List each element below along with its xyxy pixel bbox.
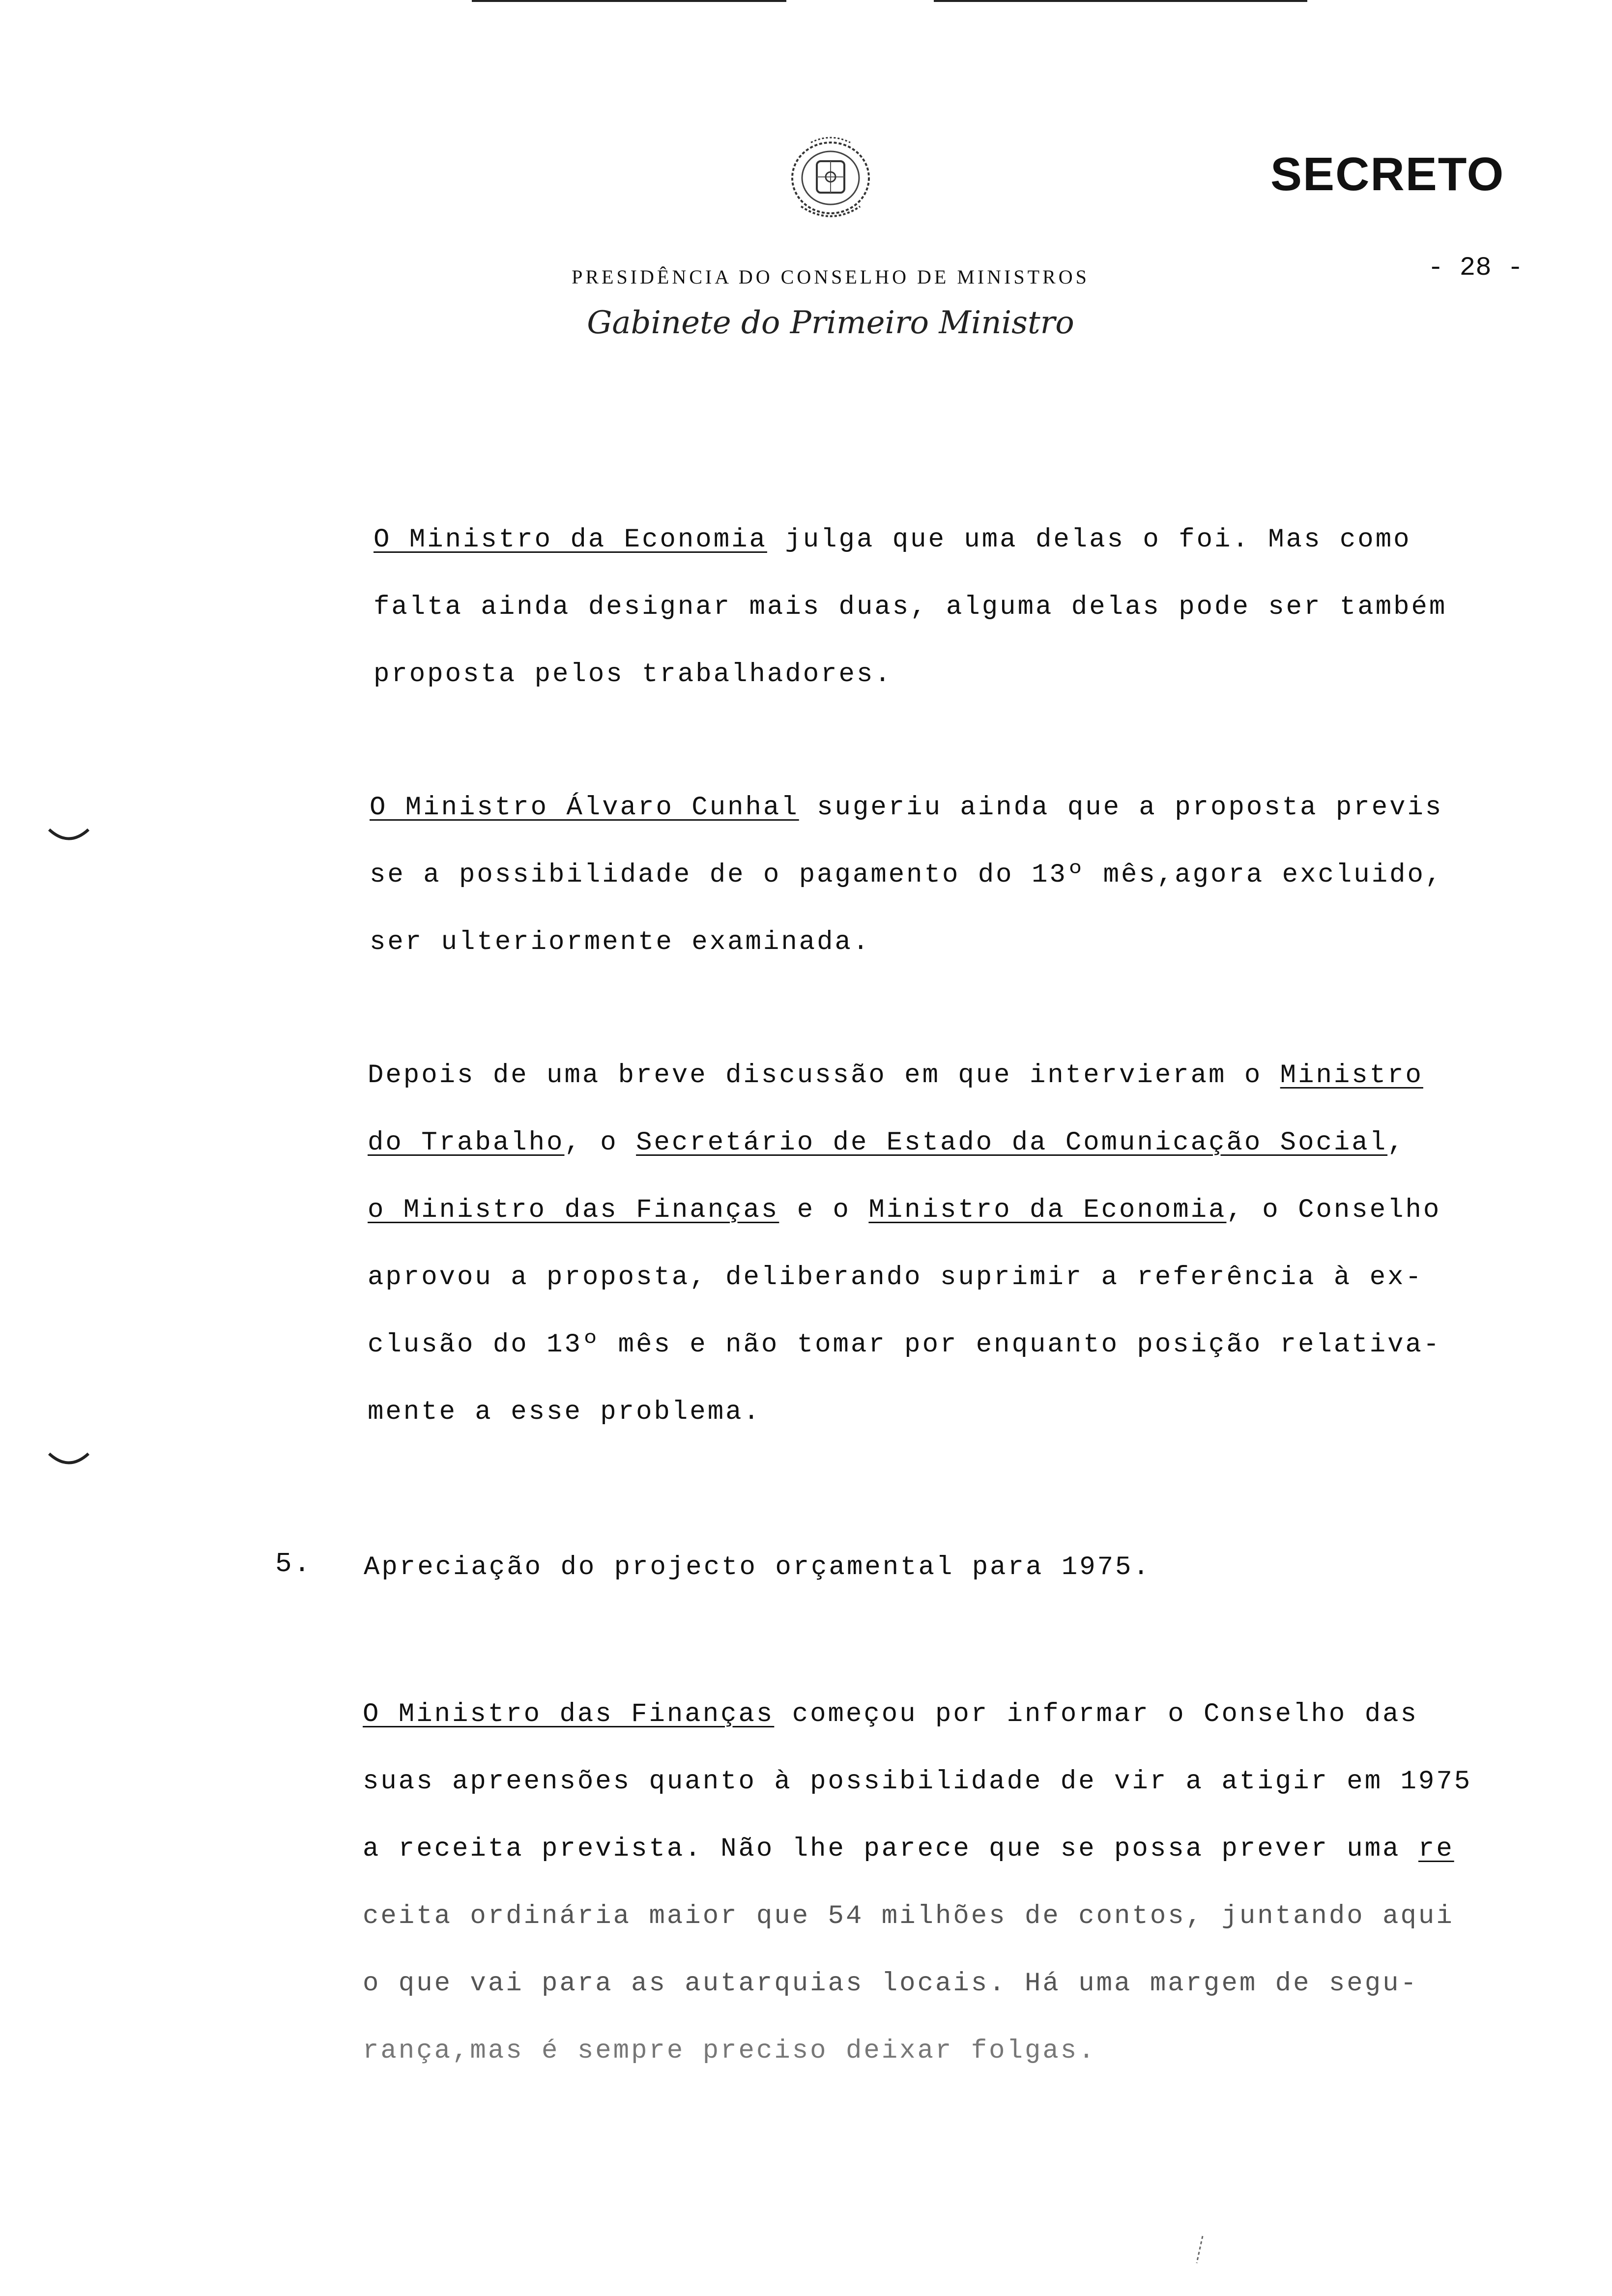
binder-hole-mark: [47, 826, 91, 845]
paragraph: [363, 1681, 1472, 2085]
text-run: ,: [1387, 1128, 1406, 1158]
classification-stamp: SECRETO: [1270, 148, 1505, 201]
text-run: aprovou a proposta, deliberando suprimir a referência à ex-: [368, 1263, 1423, 1292]
text-line: [370, 841, 1443, 909]
text-line: [368, 1109, 1441, 1177]
text-run: falta ainda designar mais duas, alguma delas pode ser também: [374, 592, 1447, 622]
text-line: [363, 1815, 1472, 1883]
text-line: [363, 1681, 1472, 1748]
text-run: julga que uma delas o foi. Mas como: [767, 525, 1411, 555]
text-run: se a possibilidade de o pagamento do 13º mês,agora excluido,: [370, 860, 1443, 890]
coat-of-arms-emblem: [781, 133, 880, 231]
scan-artifact-mark: [1192, 2234, 1207, 2268]
text-line: [374, 641, 1447, 708]
section-number: 5.: [275, 1548, 313, 1579]
text-run: ceita ordinária maior que 54 milhões de contos, juntando aqui: [363, 1901, 1454, 1931]
text-run: , o Conselho: [1226, 1195, 1441, 1225]
office-name: Gabinete do Primeiro Ministro: [587, 305, 1074, 341]
text-run: e o: [779, 1195, 869, 1225]
text-run: proposta pelos trabalhadores.: [374, 660, 892, 689]
minister-name: O Ministro da Economia: [374, 525, 767, 555]
text-line: [370, 774, 1443, 841]
text-run: sugeriu ainda que a proposta previs: [799, 793, 1443, 823]
text-run: , o: [564, 1128, 636, 1158]
text-run: clusão do 13º mês e não tomar por enquanto posição relativa-: [368, 1330, 1441, 1360]
text-line: [374, 574, 1447, 641]
text-run: Apreciação do projecto orçamental para 1975.: [364, 1552, 1151, 1582]
text-line: [364, 1548, 1151, 1587]
text-line: [363, 1950, 1472, 2017]
paragraph: [374, 506, 1447, 708]
text-line: [368, 1042, 1441, 1109]
text-line: [370, 909, 1443, 976]
minister-name: O Ministro das Finanças: [363, 1699, 775, 1729]
text-run: a receita prevista. Não lhe parece que se possa prever uma: [363, 1834, 1418, 1864]
minister-name: Ministro: [1280, 1061, 1423, 1091]
binder-hole-mark: [47, 1450, 91, 1469]
text-run: Depois de uma breve discussão em que intervieram o: [368, 1061, 1280, 1091]
section-heading: [364, 1548, 1151, 1587]
text-run: começou por informar o Conselho das: [774, 1699, 1418, 1729]
text-line: [368, 1244, 1441, 1311]
text-line: [368, 1378, 1441, 1446]
text-run: rança,mas é sempre preciso deixar folgas.: [363, 2036, 1096, 2066]
text-line: [368, 1311, 1441, 1378]
text-line: [374, 506, 1447, 574]
text-run: ser ulteriormente examinada.: [370, 927, 871, 957]
text-run-underlined: re: [1418, 1834, 1454, 1864]
text-run: suas apreensões quanto à possibilidade de vir a atigir em 1975: [363, 1767, 1472, 1797]
text-line: [363, 1748, 1472, 1815]
paragraph: [368, 1042, 1441, 1446]
minister-name: O Ministro Álvaro Cunhal: [370, 793, 799, 823]
minister-name: Ministro da Economia: [868, 1195, 1227, 1225]
paragraph: [370, 774, 1443, 976]
top-scan-border-left: [472, 0, 786, 2]
text-line: [363, 1883, 1472, 1950]
minister-name: Secretário de Estado da Comunicação Social: [636, 1128, 1388, 1158]
text-line: [368, 1177, 1441, 1244]
text-run: o que vai para as autarquias locais. Há uma margem de segu-: [363, 1969, 1418, 1999]
minister-name: do Trabalho: [368, 1128, 565, 1158]
organization-name: PRESIDÊNCIA DO CONSELHO DE MINISTROS: [572, 266, 1090, 288]
text-line: [363, 2017, 1472, 2085]
minister-name: o Ministro das Finanças: [368, 1195, 779, 1225]
text-run: mente a esse problema.: [368, 1397, 761, 1427]
page-number: - 28 -: [1428, 253, 1524, 283]
top-scan-border-right: [934, 0, 1307, 2]
